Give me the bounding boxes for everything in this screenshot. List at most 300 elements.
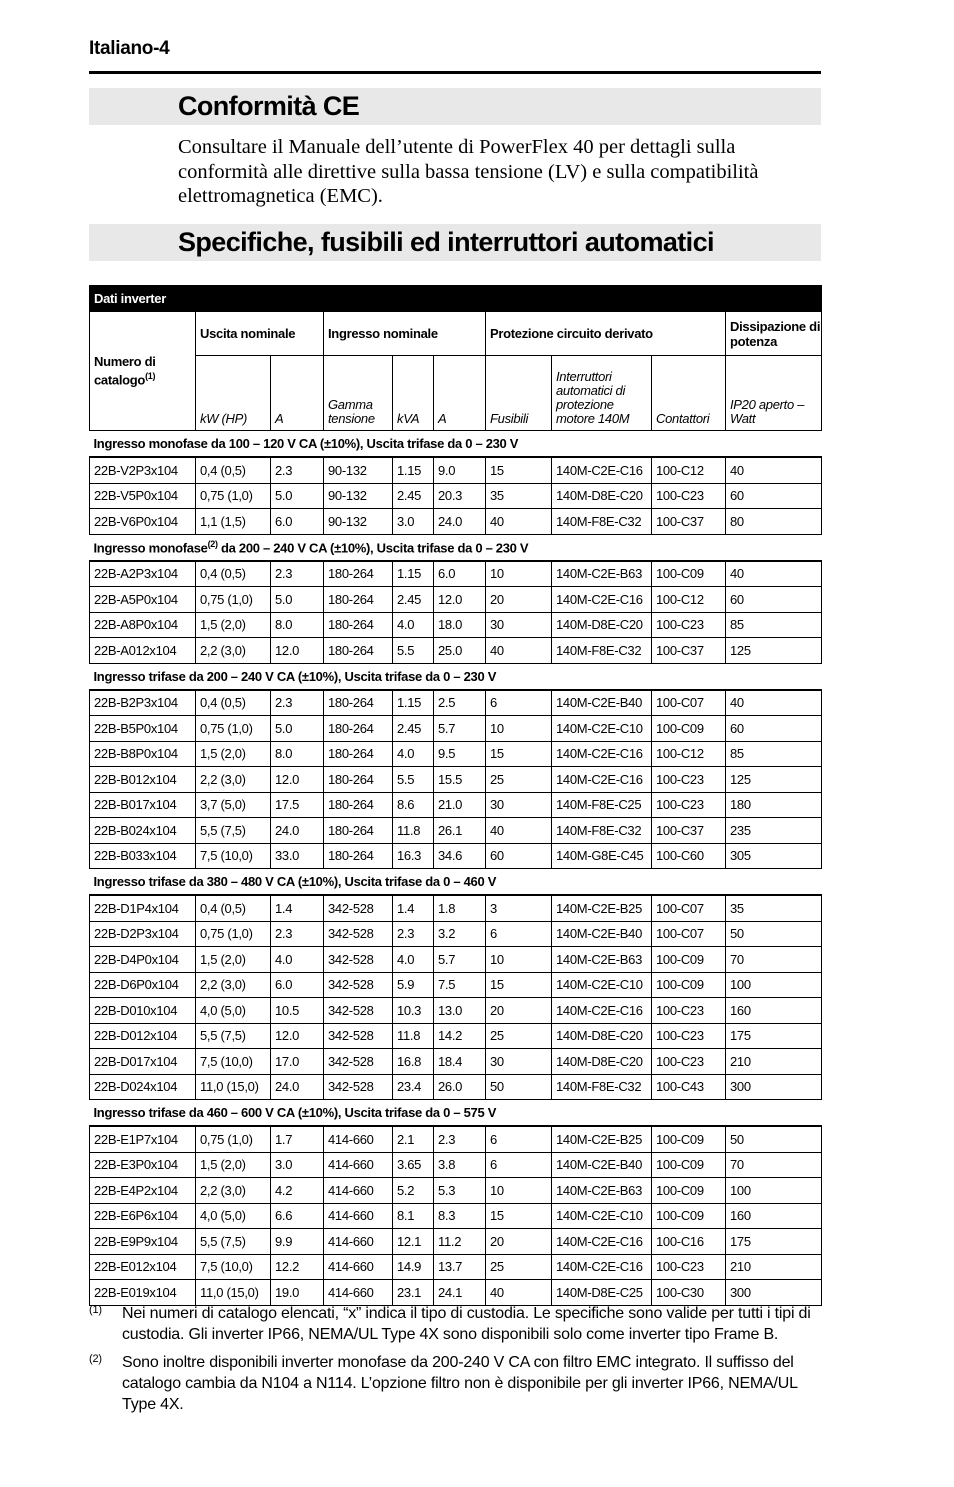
group-title-text: Ingresso monofase da 100 – 120 V CA (±10%), Uscita trifase da 0 – 230 V (93, 436, 519, 451)
table-cell: 100-C43 (652, 1074, 726, 1100)
table-cell: 22B-D2P3x104 (90, 921, 196, 947)
table-cell: 342-528 (324, 998, 393, 1024)
table-cell: 0,75 (1,0) (196, 1126, 271, 1152)
table-cell: 140M-D8E-C20 (552, 612, 652, 638)
table-cell: 10 (486, 561, 552, 587)
table-cell: 2,2 (3,0) (196, 638, 271, 664)
subheader-ip20: IP20 aperto – Watt (726, 356, 822, 431)
table-row (90, 921, 822, 947)
table-cell: 35 (726, 895, 822, 921)
table-cell: 140M-D8E-C20 (552, 1049, 652, 1075)
table-cell: 414-660 (324, 1152, 393, 1178)
table-cell: 180-264 (324, 792, 393, 818)
table-cell: 140M-C2E-C16 (552, 767, 652, 793)
table-cell: 22B-A2P3x104 (90, 561, 196, 587)
table-cell: 22B-B033x104 (90, 843, 196, 869)
footnote-2 (89, 1352, 824, 1415)
table-cell: 3 (486, 895, 552, 921)
table-cell: 2,2 (3,0) (196, 767, 271, 793)
table-row (90, 947, 822, 973)
table-cell: 40 (726, 457, 822, 483)
table-cell: 40 (486, 1280, 552, 1306)
table-cell: 140M-C2E-B40 (552, 1152, 652, 1178)
table-row (90, 561, 822, 587)
table-cell: 30 (486, 1049, 552, 1075)
table-cell: 5.0 (271, 716, 324, 742)
table-cell: 9.5 (434, 741, 486, 767)
table-cell: 1,1 (1,5) (196, 509, 271, 535)
group-title-text: Ingresso trifase da 460 – 600 V CA (±10%), Uscita trifase da 0 – 575 V (93, 1105, 497, 1120)
table-cell: 140M-F8E-C32 (552, 1074, 652, 1100)
table-cell: 12.0 (271, 767, 324, 793)
table-row (90, 843, 822, 869)
table-row (90, 1178, 822, 1204)
group-title (90, 1100, 822, 1127)
table-cell: 80 (726, 509, 822, 535)
table-row (90, 690, 822, 716)
table-cell: 342-528 (324, 1074, 393, 1100)
table-cell: 414-660 (324, 1280, 393, 1306)
table-cell: 24.1 (434, 1280, 486, 1306)
table-row (90, 1203, 822, 1229)
subheader-kw: kW (HP) (196, 356, 271, 431)
table-cell: 11.8 (393, 1023, 434, 1049)
subheader-contactors: Contattori (652, 356, 726, 431)
table-cell: 23.1 (393, 1280, 434, 1306)
table-cell: 9.9 (271, 1229, 324, 1255)
table-cell: 5.5 (393, 638, 434, 664)
group-header-row (90, 869, 822, 896)
table-row (90, 587, 822, 613)
table-cell: 140M-D8E-C20 (552, 483, 652, 509)
table-cell: 2.1 (393, 1126, 434, 1152)
table-cell: 13.7 (434, 1254, 486, 1280)
table-cell: 22B-V5P0x104 (90, 483, 196, 509)
table-cell: 22B-D024x104 (90, 1074, 196, 1100)
table-cell: 180-264 (324, 843, 393, 869)
table-cell: 6 (486, 690, 552, 716)
table-cell: 8.6 (393, 792, 434, 818)
group-title (90, 534, 822, 561)
table-cell: 235 (726, 818, 822, 844)
table-cell: 10 (486, 716, 552, 742)
group-title (90, 663, 822, 690)
table-cell: 0,4 (0,5) (196, 457, 271, 483)
table-row (90, 1023, 822, 1049)
table-cell: 10.3 (393, 998, 434, 1024)
table-cell: 22B-E019x104 (90, 1280, 196, 1306)
table-cell: 22B-B8P0x104 (90, 741, 196, 767)
table-cell: 160 (726, 998, 822, 1024)
group-header-row (90, 1100, 822, 1127)
table-cell: 6.6 (271, 1203, 324, 1229)
table-body (90, 431, 822, 1306)
table-row (90, 1254, 822, 1280)
table-cell: 22B-E1P7x104 (90, 1126, 196, 1152)
table-cell: 7,5 (10,0) (196, 843, 271, 869)
table-cell: 1,5 (2,0) (196, 947, 271, 973)
table-cell: 22B-A5P0x104 (90, 587, 196, 613)
table-cell: 100-C12 (652, 457, 726, 483)
table-cell: 22B-D010x104 (90, 998, 196, 1024)
table-cell: 11.8 (393, 818, 434, 844)
table-cell: 2,2 (3,0) (196, 1178, 271, 1204)
header-input: Ingresso nominale (324, 312, 486, 356)
table-cell: 140M-D8E-C20 (552, 1023, 652, 1049)
table-cell: 100-C37 (652, 509, 726, 535)
table-cell: 100-C09 (652, 972, 726, 998)
table-cell: 100-C60 (652, 843, 726, 869)
table-cell: 140M-F8E-C32 (552, 509, 652, 535)
table-cell: 1,5 (2,0) (196, 741, 271, 767)
table-cell: 342-528 (324, 895, 393, 921)
table-cell: 180-264 (324, 690, 393, 716)
table-row (90, 1049, 822, 1075)
table-cell: 22B-D4P0x104 (90, 947, 196, 973)
table-cell: 3.2 (434, 921, 486, 947)
table-cell: 11.2 (434, 1229, 486, 1255)
header-output: Uscita nominale (196, 312, 324, 356)
table-cell: 25 (486, 1023, 552, 1049)
table-cell: 300 (726, 1280, 822, 1306)
table-cell: 100-C09 (652, 1126, 726, 1152)
table-cell: 3.0 (393, 509, 434, 535)
table-cell: 100-C30 (652, 1280, 726, 1306)
table-cell: 10 (486, 947, 552, 973)
table-cell: 5.2 (393, 1178, 434, 1204)
table-cell: 30 (486, 792, 552, 818)
table-cell: 342-528 (324, 1023, 393, 1049)
table-cell: 10 (486, 1178, 552, 1204)
table-cell: 0,4 (0,5) (196, 690, 271, 716)
table-cell: 26.1 (434, 818, 486, 844)
table-cell: 22B-D012x104 (90, 1023, 196, 1049)
table-cell: 414-660 (324, 1178, 393, 1204)
table-cell: 70 (726, 947, 822, 973)
group-title (90, 431, 822, 458)
table-cell: 20 (486, 1229, 552, 1255)
table-cell: 1.15 (393, 690, 434, 716)
table-cell: 100-C23 (652, 1023, 726, 1049)
table-cell: 3,7 (5,0) (196, 792, 271, 818)
table-cell: 342-528 (324, 972, 393, 998)
table-cell: 140M-C2E-C16 (552, 998, 652, 1024)
header-catalog-footnote-mark: (1) (145, 371, 156, 382)
table-cell: 100-C37 (652, 638, 726, 664)
table-cell: 8.0 (271, 741, 324, 767)
table-cell: 16.8 (393, 1049, 434, 1075)
table-cell: 100-C07 (652, 690, 726, 716)
table-cell: 18.4 (434, 1049, 486, 1075)
table-row (90, 716, 822, 742)
table-cell: 100-C07 (652, 895, 726, 921)
table-row (90, 1152, 822, 1178)
table-cell: 22B-D1P4x104 (90, 895, 196, 921)
table-cell: 4.0 (393, 612, 434, 638)
table-cell: 3.65 (393, 1152, 434, 1178)
table-cell: 140M-C2E-C16 (552, 587, 652, 613)
table-cell: 22B-E9P9x104 (90, 1229, 196, 1255)
table-cell: 50 (726, 921, 822, 947)
table-cell: 2.5 (434, 690, 486, 716)
table-cell: 22B-B5P0x104 (90, 716, 196, 742)
table-cell: 100-C09 (652, 1203, 726, 1229)
table-cell: 85 (726, 741, 822, 767)
table-cell: 140M-C2E-B63 (552, 561, 652, 587)
table-cell: 2.3 (271, 921, 324, 947)
table-cell: 1.15 (393, 457, 434, 483)
table-cell: 22B-D6P0x104 (90, 972, 196, 998)
table-cell: 5.5 (393, 767, 434, 793)
table-cell: 21.0 (434, 792, 486, 818)
spec-section-title: Specifiche, fusibili ed interruttori automatici (178, 227, 714, 257)
table-cell: 140M-C2E-C16 (552, 1229, 652, 1255)
table-cell: 2.45 (393, 587, 434, 613)
table-row (90, 483, 822, 509)
table-cell: 22B-B024x104 (90, 818, 196, 844)
table-row (90, 1280, 822, 1306)
table-cell: 20 (486, 587, 552, 613)
table-cell: 100-C23 (652, 1049, 726, 1075)
table-cell: 100-C16 (652, 1229, 726, 1255)
table-cell: 414-660 (324, 1203, 393, 1229)
table-cell: 180 (726, 792, 822, 818)
table-cell: 180-264 (324, 741, 393, 767)
table-cell: 22B-E3P0x104 (90, 1152, 196, 1178)
table-cell: 100-C07 (652, 921, 726, 947)
table-row (90, 638, 822, 664)
table-cell: 25 (486, 767, 552, 793)
table-cell: 23.4 (393, 1074, 434, 1100)
table-cell: 6.0 (434, 561, 486, 587)
table-cell: 9.0 (434, 457, 486, 483)
table-cell: 342-528 (324, 1049, 393, 1075)
table-cell: 12.0 (271, 638, 324, 664)
table-cell: 140M-C2E-C16 (552, 1254, 652, 1280)
table-cell: 100-C23 (652, 998, 726, 1024)
table-cell: 26.0 (434, 1074, 486, 1100)
table-cell: 140M-C2E-C10 (552, 716, 652, 742)
table-row (90, 998, 822, 1024)
table-cell: 90-132 (324, 483, 393, 509)
header-dissipation: Dissipazione di potenza (726, 312, 822, 356)
table-cell: 22B-A012x104 (90, 638, 196, 664)
table-cell: 11,0 (15,0) (196, 1074, 271, 1100)
table-cell: 70 (726, 1152, 822, 1178)
table-cell: 13.0 (434, 998, 486, 1024)
table-cell: 125 (726, 767, 822, 793)
table-cell: 5.7 (434, 947, 486, 973)
table-cell: 60 (486, 843, 552, 869)
inverter-spec-table (89, 285, 822, 1306)
table-cell: 20.3 (434, 483, 486, 509)
table-cell: 180-264 (324, 612, 393, 638)
table-cell: 1,5 (2,0) (196, 1152, 271, 1178)
table-cell: 1,5 (2,0) (196, 612, 271, 638)
table-cell: 6.0 (271, 509, 324, 535)
table-cell: 2.3 (271, 457, 324, 483)
table-cell: 100-C37 (652, 818, 726, 844)
table-cell: 6.0 (271, 972, 324, 998)
table-cell: 40 (486, 638, 552, 664)
table-cell: 60 (726, 483, 822, 509)
table-cell: 5.3 (434, 1178, 486, 1204)
table-cell: 1.8 (434, 895, 486, 921)
table-cell: 4.2 (271, 1178, 324, 1204)
table-cell: 40 (486, 818, 552, 844)
table-cell: 15 (486, 457, 552, 483)
table-cell: 100-C09 (652, 561, 726, 587)
table-row (90, 895, 822, 921)
table-cell: 19.0 (271, 1280, 324, 1306)
table-cell: 2.3 (393, 921, 434, 947)
table-cell: 100-C12 (652, 587, 726, 613)
group-header-row (90, 663, 822, 690)
table-cell: 140M-F8E-C25 (552, 792, 652, 818)
table-cell: 22B-D017x104 (90, 1049, 196, 1075)
table-cell: 1.4 (271, 895, 324, 921)
table-cell: 140M-C2E-B40 (552, 921, 652, 947)
footnote-2-mark: (2) (89, 1353, 102, 1365)
footnotes (89, 1303, 824, 1422)
footnote-2-text: Sono inoltre disponibili inverter monofase da 200-240 V CA con filtro EMC integrato. Il suffisso del catalogo cambia da N104 a N114. L’opzione filtro non è disponibile per gli inverter IP66, NEMA/UL Type 4X. (122, 1354, 798, 1413)
table-cell: 3.8 (434, 1152, 486, 1178)
table-cell: 17.0 (271, 1049, 324, 1075)
table-cell: 15 (486, 972, 552, 998)
table-cell: 40 (726, 690, 822, 716)
table-cell: 17.5 (271, 792, 324, 818)
subheader-a-in: A (434, 356, 486, 431)
table-cell: 100-C23 (652, 612, 726, 638)
group-title-text: Ingresso monofase (93, 540, 208, 556)
table-cell: 5.0 (271, 483, 324, 509)
table-cell: 125 (726, 638, 822, 664)
table-cell: 0,4 (0,5) (196, 561, 271, 587)
group-header-row (90, 534, 822, 561)
table-cell: 22B-V2P3x104 (90, 457, 196, 483)
table-cell: 90-132 (324, 509, 393, 535)
table-cell: 3.0 (271, 1152, 324, 1178)
table-row (90, 457, 822, 483)
table-cell: 6 (486, 1152, 552, 1178)
table-cell: 414-660 (324, 1126, 393, 1152)
table-cell: 12.2 (271, 1254, 324, 1280)
table-cell: 100-C09 (652, 947, 726, 973)
table-cell: 22B-B017x104 (90, 792, 196, 818)
table-cell: 22B-E012x104 (90, 1254, 196, 1280)
table-cell: 180-264 (324, 561, 393, 587)
table-cell: 85 (726, 612, 822, 638)
group-title-text: Ingresso trifase da 200 – 240 V CA (±10%), Uscita trifase da 0 – 230 V (93, 668, 497, 684)
table-cell: 140M-C2E-B40 (552, 690, 652, 716)
table-cell: 0,75 (1,0) (196, 483, 271, 509)
table-cell: 8.3 (434, 1203, 486, 1229)
table-cell: 22B-V6P0x104 (90, 509, 196, 535)
table-cell: 342-528 (324, 921, 393, 947)
group-title-text: Ingresso trifase da 380 – 480 V CA (±10%), Uscita trifase da 0 – 460 V (93, 874, 497, 889)
ce-section-title: Conformità CE (178, 91, 360, 121)
table-row (90, 612, 822, 638)
table-cell: 50 (486, 1074, 552, 1100)
table-cell: 4,0 (5,0) (196, 998, 271, 1024)
table-cell: 2.45 (393, 483, 434, 509)
table-row (90, 509, 822, 535)
subheader-fuses: Fusibili (486, 356, 552, 431)
table-cell: 100 (726, 972, 822, 998)
table-cell: 140M-C2E-B63 (552, 947, 652, 973)
table-cell: 175 (726, 1229, 822, 1255)
table-row (90, 741, 822, 767)
table-cell: 100-C23 (652, 792, 726, 818)
table-cell: 22B-B2P3x104 (90, 690, 196, 716)
table-cell: 4,0 (5,0) (196, 1203, 271, 1229)
table-cell: 34.6 (434, 843, 486, 869)
table-cell: 12.0 (271, 1023, 324, 1049)
table-cell: 342-528 (324, 947, 393, 973)
table-cell: 140M-C2E-C10 (552, 1203, 652, 1229)
table-cell: 8.0 (271, 612, 324, 638)
table-cell: 0,75 (1,0) (196, 587, 271, 613)
table-cell: 2.3 (434, 1126, 486, 1152)
table-cell: 25.0 (434, 638, 486, 664)
table-cell: 180-264 (324, 716, 393, 742)
table-row (90, 818, 822, 844)
table-title: Dati inverter (90, 286, 822, 312)
table-cell: 8.1 (393, 1203, 434, 1229)
table-row (90, 1074, 822, 1100)
table-cell: 18.0 (434, 612, 486, 638)
footnote-1-mark: (1) (89, 1304, 102, 1316)
header-catalog-label: Numero di catalogo (94, 354, 156, 388)
table-cell: 140M-D8E-C25 (552, 1280, 652, 1306)
table-cell: 10.5 (271, 998, 324, 1024)
footnote-1-text: Nei numeri di catalogo elencati, “x” indica il tipo di custodia. Le specifiche sono valide per tutti i tipi di custodia. Gli inverter IP66, NEMA/UL Type 4X sono disponibili solo come inverter tipo Frame B. (122, 1305, 811, 1343)
table-cell: 40 (486, 509, 552, 535)
table-cell: 11,0 (15,0) (196, 1280, 271, 1306)
table-cell: 14.9 (393, 1254, 434, 1280)
table-cell: 140M-C2E-B25 (552, 1126, 652, 1152)
group-title (90, 869, 822, 896)
table-cell: 90-132 (324, 457, 393, 483)
table-cell: 210 (726, 1049, 822, 1075)
table-cell: 180-264 (324, 638, 393, 664)
table-cell: 210 (726, 1254, 822, 1280)
table-cell: 24.0 (271, 818, 324, 844)
table-cell: 5,5 (7,5) (196, 818, 271, 844)
group-header-row (90, 431, 822, 458)
table-cell: 7,5 (10,0) (196, 1254, 271, 1280)
table-cell: 180-264 (324, 587, 393, 613)
header-protection: Protezione circuito derivato (486, 312, 726, 356)
table-cell: 4.0 (393, 741, 434, 767)
table-cell: 60 (726, 587, 822, 613)
table-cell: 30 (486, 612, 552, 638)
table-cell: 5.7 (434, 716, 486, 742)
table-cell: 140M-F8E-C32 (552, 638, 652, 664)
table-row (90, 792, 822, 818)
table-cell: 24.0 (434, 509, 486, 535)
table-cell: 2.3 (271, 690, 324, 716)
table-cell: 24.0 (271, 1074, 324, 1100)
table-cell: 5.9 (393, 972, 434, 998)
table-cell: 22B-E4P2x104 (90, 1178, 196, 1204)
table-cell: 300 (726, 1074, 822, 1100)
table-cell: 100 (726, 1178, 822, 1204)
table-cell: 14.2 (434, 1023, 486, 1049)
table-cell: 7.5 (434, 972, 486, 998)
table-cell: 35 (486, 483, 552, 509)
table-cell: 22B-A8P0x104 (90, 612, 196, 638)
